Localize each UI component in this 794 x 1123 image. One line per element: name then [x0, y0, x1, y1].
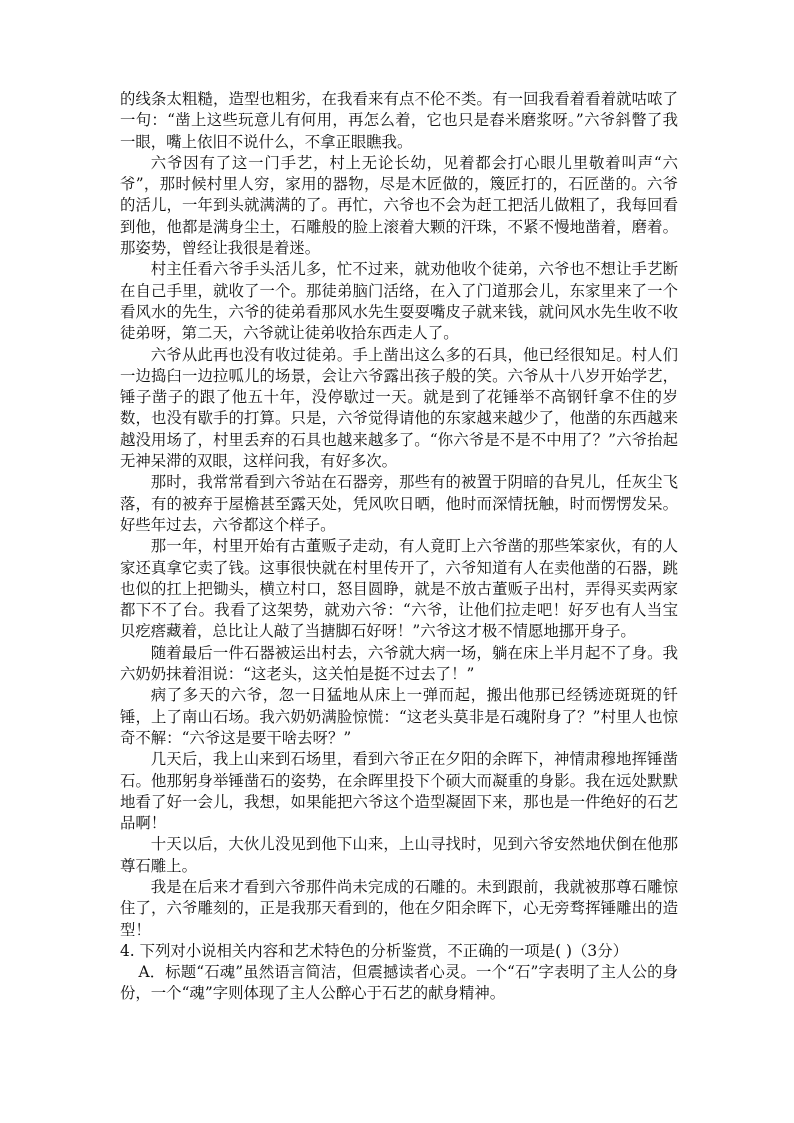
paragraph-1: 的线条太粗糙，造型也粗劣，在我看来有点不伦不类。有一回我看着看着就咕哝了一句：“凿上这些玩意儿有何用，再怎么着，它也只是舂米磨浆呀。”六爷斜瞥了我一眼，嘴上依旧不说什么，不拿正眼瞧我。 [120, 90, 678, 151]
paragraph-9: 几天后，我上山来到石场里，看到六爷正在夕阳的余晖下，神情肃穆地挥锤凿石。他那躬身举锤凿石的姿势，在余晖里投下个硕大而凝重的身影。我在远处默默地看了好一会儿，我想，如果能把六爷这个造型凝固下来，那也是一件绝好的石艺品啊！ [120, 750, 678, 833]
question-4-option-a: A．标题“石魂”虽然语言简洁，但震撼读者心灵。一个“石”字表明了主人公的身份，一个“魂”字则体现了主人公醉心于石艺的献身精神。 [120, 963, 678, 1003]
paragraph-2: 六爷因有了这一门手艺，村上无论长幼，见着都会打心眼儿里敬着叫声“六爷”，那时候村里人穷，家用的器物，尽是木匠做的，篾匠打的，石匠凿的。六爷的活儿，一年到头就满满的了。再忙，六爷也不会为赶工把活儿做粗了，我每回看到他，他都是满身尘土，石雕般的脸上滚着大颗的汗珠，不紧不慢地凿着，磨着。那姿势，曾经让我很是着迷。 [120, 153, 678, 258]
story-text [120, 89, 678, 1005]
paragraph-8: 病了多天的六爷，忽一日猛地从床上一弹而起，搬出他那已经锈迹斑斑的钎锤，上了南山石场。我六奶奶满脸惊慌：“这老头莫非是石魂附身了？”村里人也惊奇不解：“六爷这是要干啥去呀？” [120, 686, 678, 747]
paragraph-5: 那时，我常常看到六爷站在石器旁，那些有的被置于阴暗的旮旯儿，任灰尘飞落，有的被弃于屋檐甚至露天处，凭风吹日晒，他时而深情抚触，时而愣愣发呆。好些年过去，六爷都这个样子。 [120, 473, 678, 534]
paragraph-3: 村主任看六爷手头活儿多，忙不过来，就劝他收个徒弟，六爷也不想让手艺断在自己手里，就收了一个。那徒弟脑门活络，在入了门道那会儿，东家里来了一个看风水的先生，六爷的徒弟看那风水先生耍耍嘴皮子就来钱，就问风水先生收不收徒弟呀，第二天，六爷就让徒弟收拾东西走人了。 [120, 260, 678, 343]
paragraph-6: 那一年，村里开始有古董贩子走动，有人竟盯上六爷凿的那些笨家伙，有的人家还真拿它卖了钱。这事很快就在村里传开了，六爷知道有人在卖他凿的石器，跳也似的扛上把锄头，横立村口，怒目圆睁，就是不放古董贩子出村，弄得买卖两家都下不了台。我看了这架势，就劝六爷：“六爷，让他们拉走吧！好歹也有人当宝贝疙瘩藏着，总比让人敲了当搪脚石好呀！”六爷这才极不情愿地挪开身子。 [120, 537, 678, 641]
paragraph-10: 十天以后，大伙儿没见到他下山来，上山寻找时，见到六爷安然地伏倒在他那尊石雕上。 [120, 835, 678, 875]
paragraph-7: 随着最后一件石器被运出村去，六爷就大病一场，躺在床上半月起不了身。我六奶奶抹着泪说：“这老头，这关怕是挺不过去了！” [120, 643, 678, 684]
paragraph-4: 六爷从此再也没有收过徒弟。手上凿出这么多的石具，他已经很知足。村人们一边捣臼一边拉呱儿的场景，会让六爷露出孩子般的笑。六爷从十八岁开始学艺，锤子凿子的跟了他五十年，没停歇过一天。就是到了花锤举不高钢钎拿不住的岁数，也没有歇手的打算。只是，六爷觉得请他的东家越来越少了，他凿的东西越来越没用场了，村里丢弃的石具也越来越多了。“你六爷是不是不中用了？”六爷抬起无神呆滞的双眼，这样问我，有好多次。 [120, 345, 678, 471]
question-4: 4. 下列对小说相关内容和艺术特色的分析鉴赏，不正确的一项是( )（3分） [120, 941, 628, 960]
paragraph-11: 我是在后来才看到六爷那件尚未完成的石雕的。未到跟前，我就被那尊石雕惊住了，六爷雕刻的，正是我那天看到的，他在夕阳余晖下，心无旁骛挥锤雕出的造型！ [120, 877, 678, 939]
